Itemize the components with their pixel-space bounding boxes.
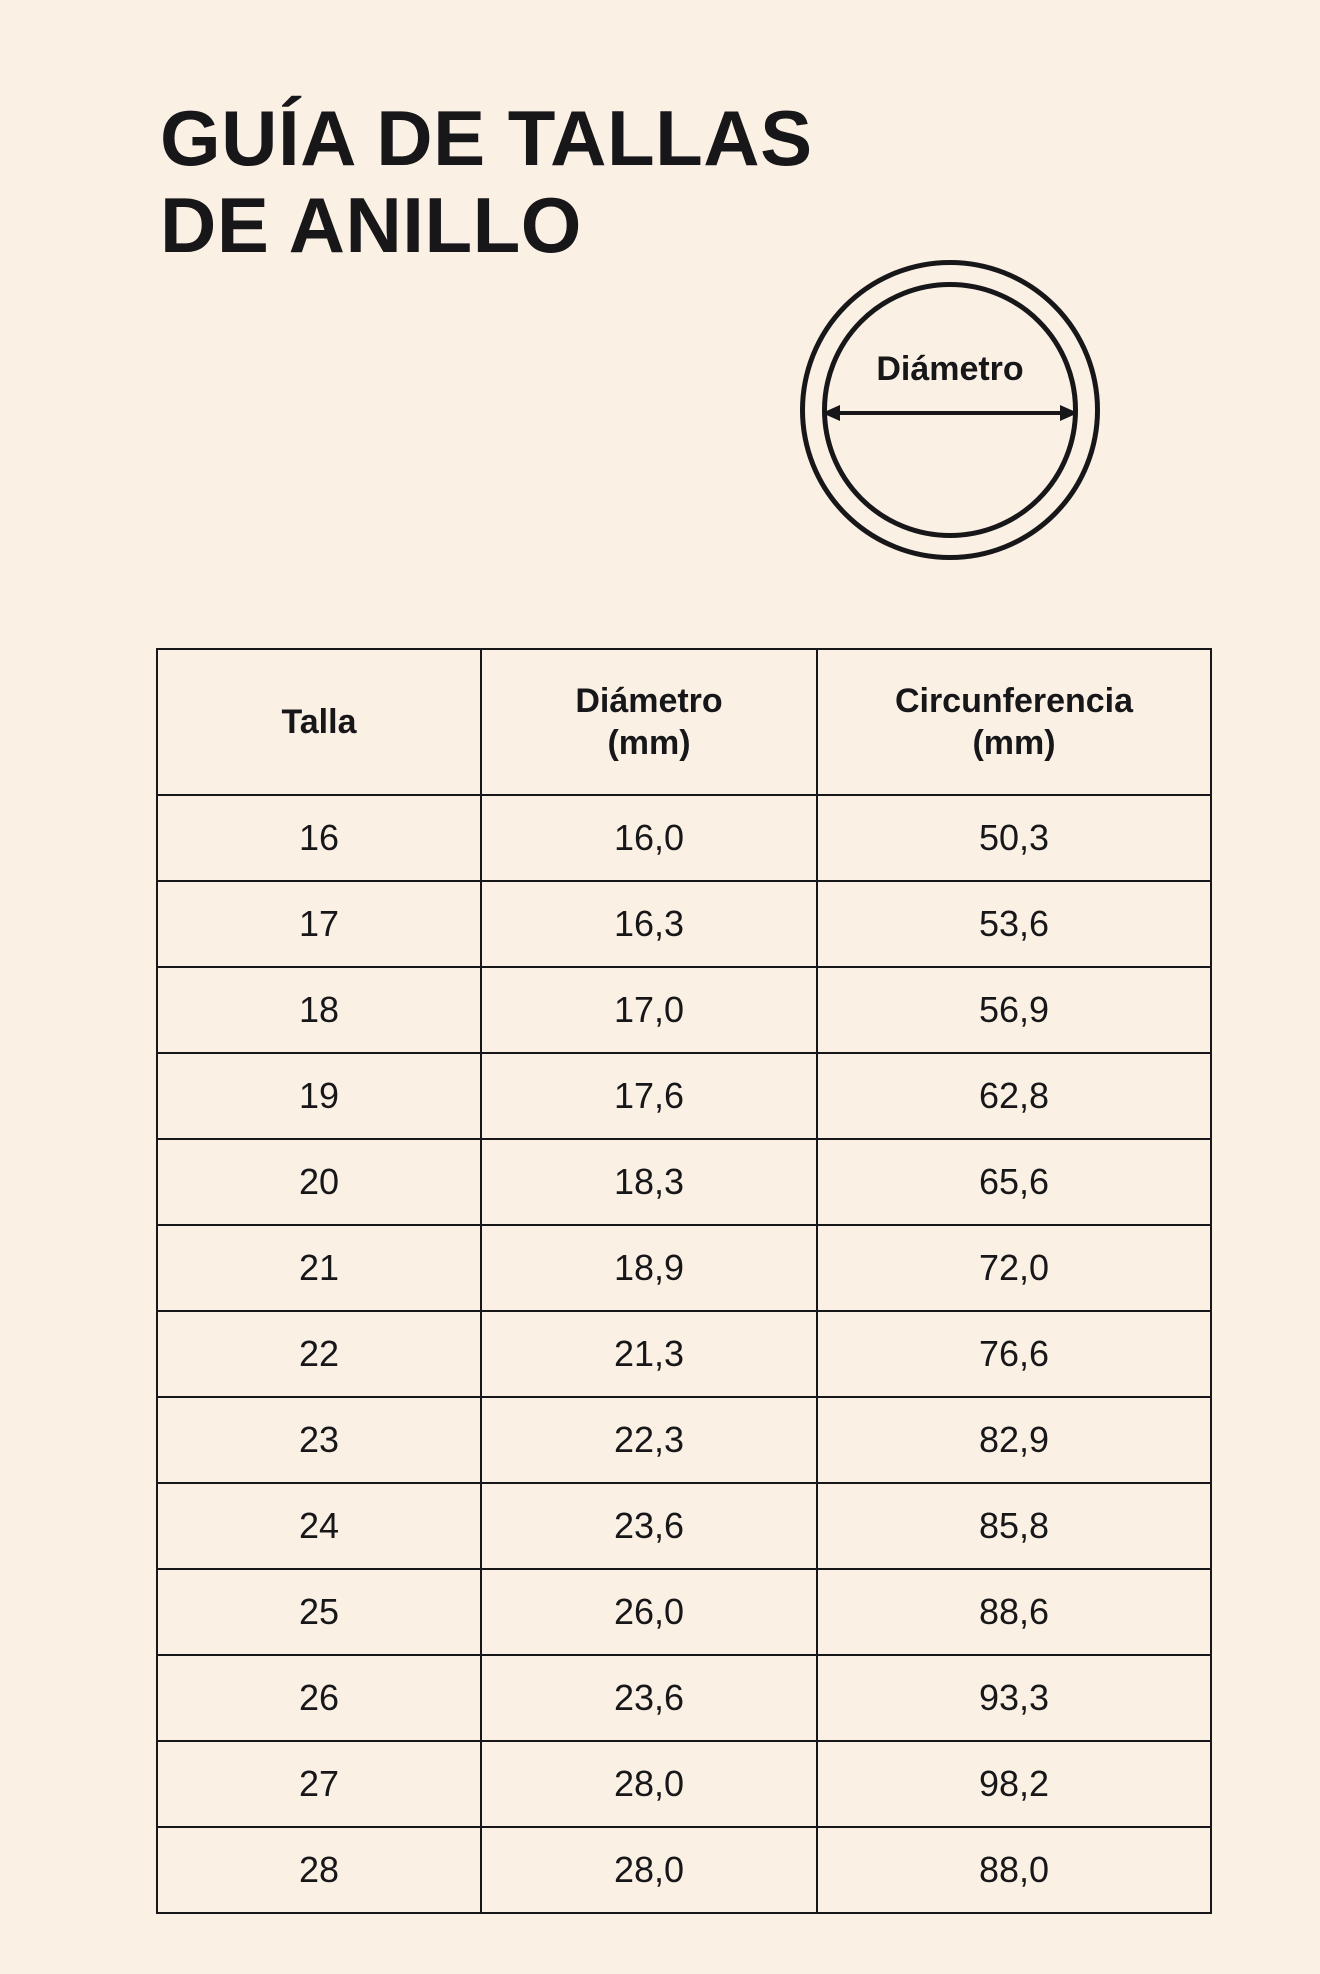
cell-circunferencia: 85,8: [817, 1483, 1211, 1569]
cell-talla: 18: [157, 967, 481, 1053]
cell-circunferencia: 88,6: [817, 1569, 1211, 1655]
cell-circunferencia: 65,6: [817, 1139, 1211, 1225]
cell-diametro: 18,3: [481, 1139, 817, 1225]
table-row: [157, 967, 1211, 1053]
column-header-circunferencia-line2: (mm): [972, 724, 1056, 762]
ring-size-table: [156, 648, 1212, 1914]
table-row: [157, 1827, 1211, 1913]
cell-talla: 28: [157, 1827, 481, 1913]
cell-talla: 16: [157, 795, 481, 881]
cell-circunferencia: 50,3: [817, 795, 1211, 881]
table-row: [157, 1397, 1211, 1483]
cell-circunferencia: 76,6: [817, 1311, 1211, 1397]
double-headed-arrow-icon: [822, 402, 1078, 424]
cell-talla: 23: [157, 1397, 481, 1483]
cell-circunferencia: 88,0: [817, 1827, 1211, 1913]
cell-talla: 24: [157, 1483, 481, 1569]
cell-diametro: 17,6: [481, 1053, 817, 1139]
column-header-circunferencia: [817, 649, 1211, 795]
table-row: [157, 1053, 1211, 1139]
cell-diametro: 16,0: [481, 795, 817, 881]
column-header-diametro-line2: (mm): [607, 724, 691, 762]
column-header-talla-line1: Talla: [281, 702, 357, 741]
cell-talla: 20: [157, 1139, 481, 1225]
cell-diametro: 16,3: [481, 881, 817, 967]
column-header-diametro-line1: Diámetro: [575, 681, 723, 720]
cell-diametro: 18,9: [481, 1225, 817, 1311]
table-row: [157, 1311, 1211, 1397]
cell-diametro: 23,6: [481, 1483, 817, 1569]
cell-circunferencia: 72,0: [817, 1225, 1211, 1311]
cell-talla: 25: [157, 1569, 481, 1655]
cell-talla: 19: [157, 1053, 481, 1139]
table-row: [157, 1655, 1211, 1741]
table-row: [157, 1741, 1211, 1827]
column-header-talla: [157, 649, 481, 795]
cell-talla: 21: [157, 1225, 481, 1311]
cell-diametro: 26,0: [481, 1569, 817, 1655]
page-title-line-1: GUÍA DE TALLAS: [160, 94, 813, 182]
table-row: [157, 1139, 1211, 1225]
cell-talla: 22: [157, 1311, 481, 1397]
cell-circunferencia: 93,3: [817, 1655, 1211, 1741]
table-row: [157, 795, 1211, 881]
cell-diametro: 17,0: [481, 967, 817, 1053]
cell-talla: 27: [157, 1741, 481, 1827]
cell-circunferencia: 82,9: [817, 1397, 1211, 1483]
diameter-label: Diámetro: [876, 350, 1024, 388]
cell-diametro: 28,0: [481, 1827, 817, 1913]
table-row: [157, 1225, 1211, 1311]
cell-talla: 26: [157, 1655, 481, 1741]
column-header-diametro: [481, 649, 817, 795]
table-row: [157, 881, 1211, 967]
cell-diametro: 21,3: [481, 1311, 817, 1397]
page-title: [160, 95, 880, 270]
cell-diametro: 28,0: [481, 1741, 817, 1827]
cell-talla: 17: [157, 881, 481, 967]
cell-circunferencia: 56,9: [817, 967, 1211, 1053]
cell-circunferencia: 62,8: [817, 1053, 1211, 1139]
cell-circunferencia: 98,2: [817, 1741, 1211, 1827]
table-body: [157, 795, 1211, 1913]
cell-circunferencia: 53,6: [817, 881, 1211, 967]
table-row: [157, 1569, 1211, 1655]
page-title-line-2: DE ANILLO: [160, 181, 582, 270]
cell-diametro: 22,3: [481, 1397, 817, 1483]
ring-diagram: [790, 250, 1150, 570]
column-header-circunferencia-line1: Circunferencia: [894, 681, 1134, 720]
cell-diametro: 23,6: [481, 1655, 817, 1741]
table-row: [157, 1483, 1211, 1569]
table-header-row: [157, 649, 1211, 795]
